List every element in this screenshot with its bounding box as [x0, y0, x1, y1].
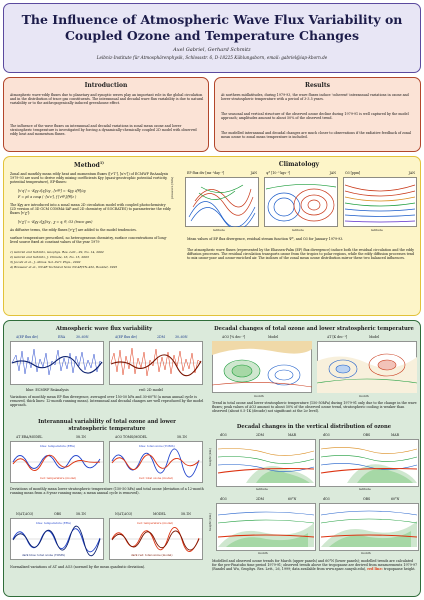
interannual-ozone-legend-b: red: total ozone (model) — [139, 476, 174, 480]
decadal-temperature-panel — [317, 334, 417, 398]
climatology-yaxis-label: pressure [hPa] — [170, 176, 174, 199]
lower-panel — [3, 320, 421, 597]
authors: Axel Gabriel, Gerhard Schmitz — [173, 47, 251, 53]
vertical-2dm-60n-xaxis: month — [258, 551, 268, 555]
vertical-2dm-mar-month: MAR — [288, 433, 296, 437]
vertical-obs-mar-contour — [319, 439, 419, 487]
climatology-panel-epflux — [185, 171, 259, 231]
climatology-panel-psi — [264, 171, 338, 231]
ozone-contour-plot — [343, 177, 417, 227]
psi-contour-plot — [264, 177, 338, 227]
wave-flux-era-source: ERA — [58, 335, 66, 339]
decadal-temp-xaxis: month — [359, 394, 369, 398]
climatology-panel-epflux-month: JAN — [250, 171, 257, 175]
method-para-2: The Kyy are introduced into a zonal mean 2D circulation model with coupled photochemistry (2D version of 3D GCM COMMA-IAP and 2D chemistry of SOCRATES) to parameterize the eddy fluxes [v'χ']: — [10, 203, 171, 216]
introduction-para-1: Atmospheric wave-eddy fluxes due to planetary and synoptic waves play an important role in the global circulation and in the distribution of trace gas constituents. The interannual and decadal wave flux variability is due to natural variability or to the anthropogenically induced greenhouse effect. — [10, 93, 204, 106]
vertical-obs-60n-contour — [319, 503, 419, 551]
vertical-obs-60n-label: dO3 — [323, 497, 330, 501]
interannual-caption-1: Deviations of monthly mean lower stratospheric temperature (150-50 hPa) and total ozone (deviation of a 12-month running mean from a 8-year running mean; a mean annual cycle is removed). — [10, 487, 204, 496]
vertical-2dm-mar-xaxis: latitude — [256, 487, 268, 491]
interannual-panel-temperature — [10, 434, 104, 484]
introduction-heading: Introduction — [84, 82, 128, 89]
vertical-2dm-mar-label: dO3 — [220, 433, 227, 437]
normalized-obs-source: OBS — [54, 512, 62, 516]
vertical-obs-mar-panel — [319, 432, 419, 492]
normalized-model-legend-a: red: temperature (model) — [137, 521, 174, 525]
interannual-temp-lat: 58.1N — [76, 435, 86, 439]
decadal-vertical-caption-a: Modelled and observed ozone trends for March (upper panels) and 60°N (lower panels); modelled trends are calculated for the pre-Pinatubo time period 1979-91; observed trends above the tropopause are derived from measurements 1979-97 (Randel and Wu, Geophys. Res. Lett., 26, 1999; data available from www.sparc.sunysb.edu), — [212, 559, 418, 572]
climatology-caption-1: Mean values of EP flux divergence, residual stream function Ψ*, and O3 for January 1979-93. — [187, 237, 344, 241]
wave-flux-era-lat: 30–60N — [76, 335, 89, 339]
decadal-vertical-caption-b: tropopause height. — [383, 567, 416, 572]
vertical-obs-60n-xaxis: month — [361, 551, 371, 555]
vertical-2dm-mar-source: 2DM — [256, 433, 264, 437]
climatology-panel-ozone-xaxis: latitude — [371, 228, 383, 232]
method-reference-4: 4) Brasseur et al., NCAR Technical Note NCAR/TN-432, Boulder, 1995 — [10, 265, 118, 269]
results-panel — [214, 77, 421, 152]
decadal-vertical-yaxis-top: height [km] — [208, 448, 212, 466]
results-para-1: At northern midlatitudes, during 1979-93, the wave fluxes induce 'coherent' interannual variations in ozone and lower stratospheric temperature with a period of 3-3.5 years. — [221, 93, 409, 102]
wave-flux-legend-era: blue: ECMWF ReAnalysis — [26, 388, 69, 392]
wave-flux-heading: Atmospheric wave flux variability — [55, 326, 153, 332]
interannual-ozone-label: ΔO3 TOMS/MODEL — [115, 435, 148, 439]
climatology-panel-ozone-label: O3 [ppm] — [345, 171, 361, 175]
decadal-ozone-panel — [212, 334, 312, 398]
normalized-obs-label: N(ΔT,ΔO3) — [16, 512, 34, 516]
wave-flux-legend-model: red: 2D model — [139, 388, 163, 392]
vertical-obs-mar-month: MAR — [391, 433, 399, 437]
method-heading: Method$^{1)}$ — [74, 161, 104, 169]
climatology-panel-psi-label: ψ* [10⁻³ kgs⁻¹] — [266, 171, 291, 175]
decadal-vertical-heading: Decadal changes in the vertical distribution of ozone — [236, 424, 392, 430]
vertical-obs-60n-month: 60°N — [391, 497, 400, 501]
affiliation: Leibniz-Institute für Atmosphärenphysik, Schlossstr. 6, D-18225 Kühlungsborn, email: gabriel@iap-kborn.de — [96, 55, 328, 60]
method-para-4: surface temperature prescribed, no heterogeneous chemistry, surface concentrations of long-lived source fixed at constant values of the year 1979 — [10, 236, 167, 245]
vertical-2dm-60n-month: 60°N — [288, 497, 297, 501]
climatology-panel-epflux-label: EP flux div [ms⁻¹day⁻¹] — [187, 171, 225, 175]
interannual-panel-normalized-obs — [10, 511, 104, 561]
decadal-ozone-xaxis: month — [254, 394, 264, 398]
decadal-vertical-caption-red: red line: — [367, 567, 383, 572]
wave-flux-model-source: 2DM — [157, 335, 165, 339]
interannual-panel-ozone — [109, 434, 203, 484]
poster-title-line1: The Influence of Atmospheric Wave Flux Variability on — [21, 12, 403, 27]
normalized-model-legend-b: dark red: total ozone (model) — [131, 553, 173, 557]
vertical-2dm-60n-source: 2DM — [256, 497, 264, 501]
decadal-total-caption: Trend in total ozone and lower stratospheric temperature (150-50hPa) during 1979-91 only due to the change in the wave fluxes; peak values of ΔO3 amount to about 50% of the observed ozone trend, stratospheric cooling is weaker than observed (about 0.5-1K (decade) not significant at the 2σ level). — [212, 401, 417, 414]
normalized-model-lat: 58.1N — [181, 512, 191, 516]
method-para-1: Zonal and monthly mean eddy heat and momentum fluxes ([v'T'], [u'v']) of ECMWF ReAnalysis 1979-93 are used to derive eddy mixing coefficients Kyy (quasi-geostrophic potential vorticity, potential temperature), EP-fluxes: — [10, 172, 169, 185]
interannual-ozone-lat: 58.1N — [177, 435, 187, 439]
decadal-ozone-source: Model — [268, 335, 279, 339]
decadal-vertical-yaxis-bottom: height [km] — [208, 513, 212, 531]
vertical-2dm-60n-contour — [216, 503, 316, 551]
decadal-temp-label: ΔT [K dec⁻¹] — [327, 335, 347, 339]
normalized-obs-lat: 58.1N — [76, 512, 86, 516]
vertical-2dm-60n-label: dO3 — [220, 497, 227, 501]
climatology-panel-ozone — [343, 171, 417, 231]
method-equation-3: [v'χ'] = -Kyy ∂[χ]/∂y , χ = q, θ, O3 (trace gas) — [18, 220, 93, 224]
poster-title-line2: Coupled Ozone and Temperature Changes — [64, 28, 360, 43]
climatology-panel-psi-xaxis: latitude — [292, 228, 304, 232]
results-para-3: The modelled interannual and decadal changes are much closer to observations if the radiative feedback of zonal mean ozone to zonal mean temperature is included. — [221, 131, 411, 140]
decadal-vertical-caption — [212, 559, 418, 572]
normalized-model-label: N(ΔT,ΔO3) — [115, 512, 133, 516]
interannual-heading: Interannual variability of total ozone and lower stratospheric temperature — [38, 419, 176, 432]
results-heading: Results — [305, 82, 330, 89]
wave-flux-era-timeseries — [10, 341, 104, 385]
climatology-panel-psi-month: JAN — [329, 171, 336, 175]
vertical-obs-60n-panel — [319, 496, 419, 556]
method-reference-3: 3) Jacobi et al., J. Atmos. Sol.-Terr. Phys., 2002 — [10, 260, 81, 264]
method-heading-mark: 1) — [99, 161, 104, 165]
method-reference-1: 1) Gabriel and Schmitz, Geophys. Res. Lett., 29, No. 14, 2002 — [10, 250, 104, 254]
normalized-obs-legend-b: dark blue: total ozone (TOMS) — [22, 553, 66, 557]
vertical-obs-mar-label: dO3 — [323, 433, 330, 437]
vertical-obs-60n-source: OBS — [363, 497, 371, 501]
wave-flux-era-label: Δ(EP flux div) — [16, 335, 39, 339]
normalized-model-source: MODEL — [153, 512, 166, 516]
decadal-ozone-label: ΔO3 [% dec⁻¹] — [222, 335, 246, 339]
vertical-obs-mar-source: OBS — [363, 433, 371, 437]
method-reference-2: 2) Gabriel and Schmitz, J. Climate, 16, No. 15, 2003 — [10, 255, 89, 259]
wave-flux-caption: Variations of monthly mean EP flux divergence, averaged over 150-50 hPa and 30-60°N (a mean annual cycle is removed, thick lines: 12-month running mean). Interannual and decadal changes are well reproduced by the model approach. — [10, 395, 204, 408]
method-equation-1: [v'q'] = -Kyy ∂[q]/∂y , [v'θ'] = -Kyy ∂[θ]/∂y — [18, 189, 86, 193]
interannual-ozone-legend-a: blue: total ozone (TOMS) — [139, 444, 175, 448]
introduction-para-2: The influence of the wave fluxes on interannual and decadal variations in zonal mean ozone and lower stratospheric temperature is investigated by forcing a dynamically-chemically coupled 2D model with observed eddy heat and momentum fluxes. — [10, 124, 197, 137]
introduction-panel — [3, 77, 209, 152]
wave-flux-panel-model — [109, 334, 203, 386]
epflux-contour-plot — [185, 177, 259, 227]
title-panel — [3, 3, 421, 73]
decadal-temp-source: Model — [369, 335, 380, 339]
climatology-heading: Climatology — [278, 161, 320, 168]
climatology-caption-2: The atmospheric wave fluxes (represented by the Eliassen-Palm (EP) flux divergence) induce both the residual circulation and the eddy diffusion processes. The residual circulation transports ozone from the tropics to polar regions, while the eddy diffusion processes tend to mix ozone-poor and ozone-enriched air. The isolines of the zonal mean ozone distribution mirror these two balanced influences. — [187, 248, 415, 261]
climatology-panel-epflux-xaxis: latitude — [213, 228, 225, 232]
vertical-2dm-mar-panel — [216, 432, 316, 492]
method-equation-2: F = ρ0 a cosφ ( -[u'v'], f [v'θ']/[θ]z ) — [18, 195, 77, 199]
vertical-obs-mar-xaxis: latitude — [359, 487, 371, 491]
interannual-temp-legend-a: blue: temperature (ERA) — [40, 444, 76, 448]
vertical-2dm-60n-panel — [216, 496, 316, 556]
decadal-ozone-contour — [212, 341, 312, 393]
wave-flux-panel-era — [10, 334, 104, 386]
wave-flux-model-label: Δ(EP flux div) — [115, 335, 138, 339]
decadal-temp-contour — [317, 341, 417, 393]
decadal-total-heading: Decadal changes of total ozone and lower stratospheric temperature — [214, 326, 414, 332]
interannual-caption-2: Normalized variations of ΔT and ΔO3 (normed by the mean quadratic deviation). — [10, 565, 146, 569]
vertical-2dm-mar-contour — [216, 439, 316, 487]
climatology-panel-ozone-month: JAN — [408, 171, 415, 175]
wave-flux-model-lat: 30–60N — [175, 335, 188, 339]
normalized-obs-legend-a: blue: temperature (ERA) — [36, 521, 72, 525]
results-para-2: The seasonal and vertical structure of the observed ozone decline during 1979-91 is well captured by the model approach; amplitudes amount to about 50% of the observed trend. — [221, 112, 409, 121]
method-para-3: As diffusive terms, the eddy fluxes [v'χ'] are added to the model tendencies. — [10, 228, 137, 232]
method-panel — [3, 156, 421, 316]
interannual-temp-label: ΔT ERA/MODEL — [16, 435, 43, 439]
interannual-temp-legend-b: red: temperature (model) — [40, 476, 77, 480]
interannual-panel-normalized-model — [109, 511, 203, 561]
wave-flux-model-timeseries — [109, 341, 203, 385]
